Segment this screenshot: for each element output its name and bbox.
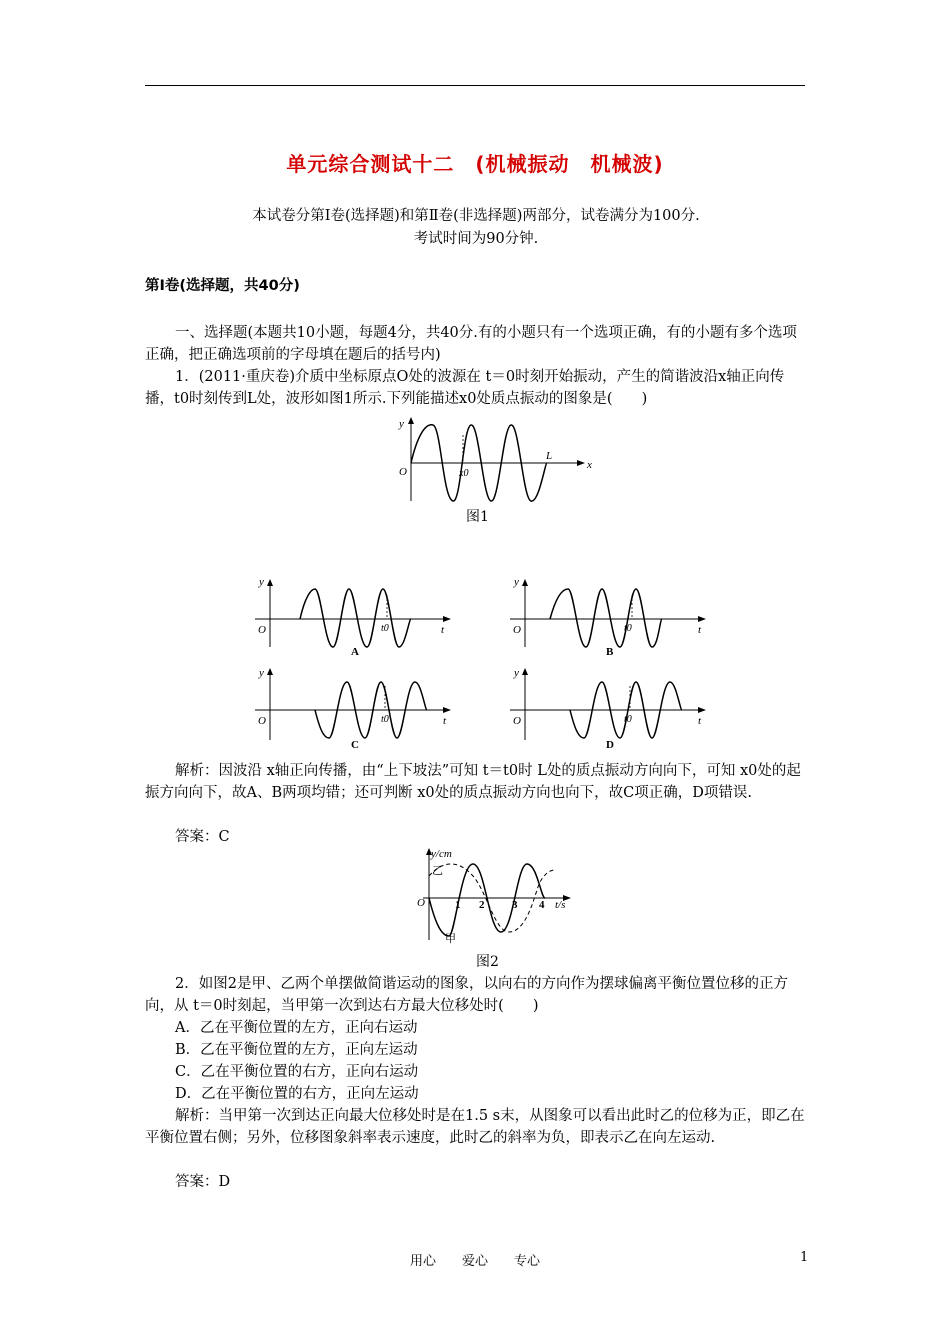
- q2-answer: 答案：D: [175, 1174, 231, 1190]
- option-graph-A: [255, 575, 455, 657]
- fig1-y-arrow: [408, 417, 414, 424]
- option-graph-B: [510, 575, 710, 657]
- fig1-y-label: y: [399, 418, 404, 430]
- fig1-x-arrow: [577, 460, 585, 466]
- graph-y-arrow: [267, 579, 273, 586]
- graph-origin: O: [258, 715, 266, 727]
- fig2-tick-1: 1: [455, 899, 461, 911]
- figure-1: [395, 415, 595, 505]
- figure-2-caption: 图2: [476, 954, 499, 970]
- graph-origin: O: [258, 624, 266, 636]
- graph-t0-label: t0: [381, 714, 389, 725]
- fig1-x-label: x: [587, 459, 592, 471]
- figure-2: [415, 846, 580, 945]
- fig2-tick-4: 4: [539, 899, 545, 911]
- graph-t0-label: t0: [624, 714, 632, 725]
- q2-choice-A: A．乙在平衡位置的左方，正向右运动: [175, 1020, 418, 1036]
- q2-stem: 2．如图2是甲、乙两个单摆做简谐运动的图象，以向右的方向作为摆球偏离平衡位置位移的正方向，从 t＝0时刻起，当甲第一次到达右方最大位移处时( ): [145, 976, 788, 1014]
- graph-t-label: t: [698, 624, 702, 636]
- footer: 用心 爱心 专心: [409, 1254, 540, 1269]
- option-graph-D: [510, 668, 710, 750]
- q2-choice-C: C．乙在平衡位置的右方，正向右运动: [175, 1064, 419, 1080]
- fig2-y-label: y/cm: [431, 848, 452, 860]
- graph-wave: [300, 589, 411, 647]
- fig2-tick-3: 3: [512, 899, 518, 911]
- fig2-label-jia: 甲: [445, 933, 456, 945]
- option-graph-C: [255, 668, 455, 750]
- figure-1-caption: 图1: [466, 509, 489, 525]
- q1-answer: 答案：C: [175, 829, 230, 845]
- q2-choice-B: B．乙在平衡位置的左方，正向左运动: [175, 1042, 418, 1058]
- fig2-t-label: t/s: [555, 899, 566, 911]
- section-heading: 第Ⅰ卷(选择题，共40分): [145, 278, 300, 294]
- graph-origin: O: [513, 624, 521, 636]
- graph-wave: [550, 589, 662, 647]
- instructions: 一、选择题(本题共10小题，每题4分，共40分.有的小题只有一个选项正确，有的小题有多个选项正确，把正确选项前的字母填在题后的括号内): [145, 325, 797, 363]
- graph-t-arrow: [443, 616, 451, 622]
- intro-line-1: 本试卷分第Ⅰ卷(选择题)和第Ⅱ卷(非选择题)两部分，试卷满分为100分.: [252, 208, 700, 224]
- graph-t0-label: t0: [381, 623, 389, 634]
- fig1-x0-label: x0: [459, 468, 469, 479]
- graph-t-arrow: [698, 707, 706, 713]
- intro-line-2: 考试时间为90分钟.: [413, 231, 539, 247]
- graph-y-label: y: [259, 667, 264, 679]
- graph-y-arrow: [267, 668, 273, 675]
- fig1-L-label: L: [546, 450, 553, 462]
- graph-t-arrow: [698, 616, 706, 622]
- fig1-origin: O: [399, 466, 407, 478]
- graph-y-label: y: [514, 576, 519, 588]
- q1-stem: 1．(2011·重庆卷)介质中坐标原点O处的波源在 t＝0时刻开始振动，产生的简谐波沿x轴正向传播，t0时刻传到L处，波形如图1所示.下列能描述x0处质点振动的图象是( ): [145, 369, 785, 407]
- graph-y-arrow: [522, 579, 528, 586]
- graph-t-label: t: [698, 715, 702, 727]
- option-label-D: D: [606, 739, 614, 751]
- fig2-origin: O: [417, 897, 425, 909]
- graph-y-label: y: [514, 667, 519, 679]
- header-rule: [145, 85, 805, 86]
- q1-analysis: 解析：因波沿 x轴正向传播，由“上下坡法”可知 t＝t0时 L处的质点振动方向向下，可知 x0处的起振方向向下，故A、B两项均错；还可判断 x0处的质点振动方向也向下，故C项正确，D项错误.: [145, 763, 801, 801]
- graph-origin: O: [513, 715, 521, 727]
- option-label-B: B: [606, 646, 614, 658]
- page-title: 单元综合测试十二 (机械振动 机械波): [286, 152, 664, 176]
- q2-analysis: 解析：当甲第一次到达正向最大位移处时是在1.5 s末，从图象可以看出此时乙的位移为正，即乙在平衡位置右侧；另外，位移图象斜率表示速度，此时乙的斜率为负，即表示乙在向左运动.: [145, 1108, 805, 1146]
- graph-t-label: t: [441, 624, 445, 636]
- graph-t-arrow: [443, 707, 451, 713]
- graph-y-arrow: [522, 668, 528, 675]
- graph-t0-label: t0: [624, 623, 632, 634]
- graph-y-label: y: [259, 576, 264, 588]
- page-number: 1: [800, 1250, 809, 1265]
- fig2-label-yi: 乙: [432, 865, 443, 877]
- fig2-tick-2: 2: [479, 899, 485, 911]
- option-label-A: A: [351, 646, 359, 658]
- option-label-C: C: [351, 739, 359, 751]
- q2-choice-D: D．乙在平衡位置的右方，正向左运动: [175, 1086, 419, 1102]
- graph-t-label: t: [443, 715, 447, 727]
